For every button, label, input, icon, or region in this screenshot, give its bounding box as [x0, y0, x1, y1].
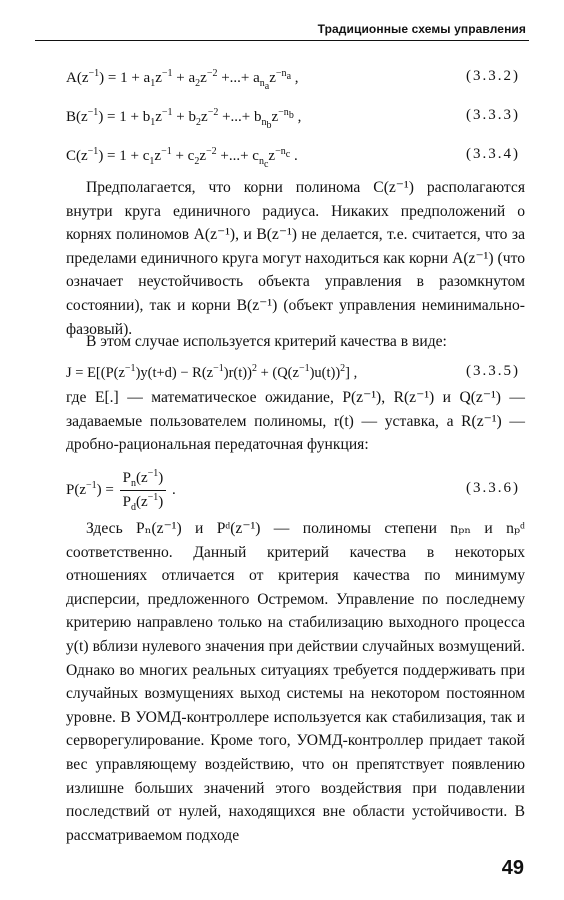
paragraph-2	[66, 330, 525, 354]
paragraph-1	[66, 176, 525, 341]
equation-3-3-6: $P(z^{-1})$ = $\frac{P_n(z^{-1})}{P_d(z^{-1})}$ . (3.3.6)	[66, 468, 520, 513]
equation-number: (3.3.4)	[466, 146, 520, 162]
equation-3-3-4: $C(z^{-1}) = 1 + c_1z^{-1} + c_2z^{-2}$ +...+ $c_{n_c}z^{-n_c}$ . (3.3.4)	[66, 146, 520, 170]
running-header: Традиционные схемы управления	[317, 22, 526, 36]
equation-number: (3.3.2)	[466, 68, 520, 84]
paragraph-text: В этом случае используется критерий качества в виде:	[86, 333, 447, 350]
page-number: 49	[501, 857, 524, 879]
equation-number: (3.3.6)	[466, 480, 520, 496]
paragraph-text: где E[.] — математическое ожидание, P(z⁻¹), R(z⁻¹) и Q(z⁻¹) — задаваемые пользователем полиномы, r(t) — уставка, а R(z⁻¹) — дробно-рациональная передаточная функция:	[66, 389, 525, 454]
equation-number: (3.3.3)	[466, 107, 520, 123]
header-rule	[35, 40, 529, 41]
equation-number: (3.3.5)	[466, 363, 520, 379]
paragraph-4	[66, 517, 525, 847]
equation-3-3-3: $B(z^{-1}) = 1 + b_1z^{-1} + b_2z^{-2}$ +...+ $b_{n_b}z^{-n_b}$ , (3.3.3)	[66, 107, 520, 131]
paragraph-text: Предполагается, что корни полинома C(z⁻¹) располагаются внутри круга единичного радиуса. Никаких предположений о корнях полиномов A(z⁻¹), и B(z⁻¹) не делается, т.е. считается, что за пределами единичного круга могут находиться как корни A(z⁻¹) (что означает неустойчивость объекта управления в разомкнутом состоянии), так и корни B(z⁻¹) (объект управления неминимально-фазовый).	[66, 179, 525, 338]
equation-3-3-5: $J = E[(P(z^{-1})y(t+d) - R(z^{-1})r(t))^2 + (Q(z^{-1})u(t))^2]$ , (3.3.5)	[66, 363, 520, 381]
paragraph-text: Здесь Pₙ(z⁻¹) и Pᵈ(z⁻¹) — полиномы степени nₚₙ и nₚᵈ соответственно. Данный критерий качества в некоторых отношениях отличается от критерия качества по минимуму дисперсии, предложенного Остремом. Управление по последнему критерию направлено только на стабилизацию выходного процесса y(t) вблизи нулевого значения при действии случайных возмущений. Однако во многих реальных ситуациях требуется поддерживать при случайных возмущениях выход системы на некотором постоянном уровне. В УОМД-контроллере используется как стабилизация, так и серворегулирование. Кроме того, УОМД-контроллер придает такой вес управляющему воздействию, что он препятствует появлению излишне больших значений этого воздействия при подавлении последствий от нулей, находящихся вне области устойчивости. В рассматриваемом подходе	[66, 520, 525, 844]
equation-3-3-2: $A(z^{-1}) = 1 + a_1z^{-1} + a_2z^{-2}$ +...+ $a_{n_a}z^{-n_a}$ , (3.3.2)	[66, 68, 520, 92]
paragraph-3	[66, 386, 525, 457]
